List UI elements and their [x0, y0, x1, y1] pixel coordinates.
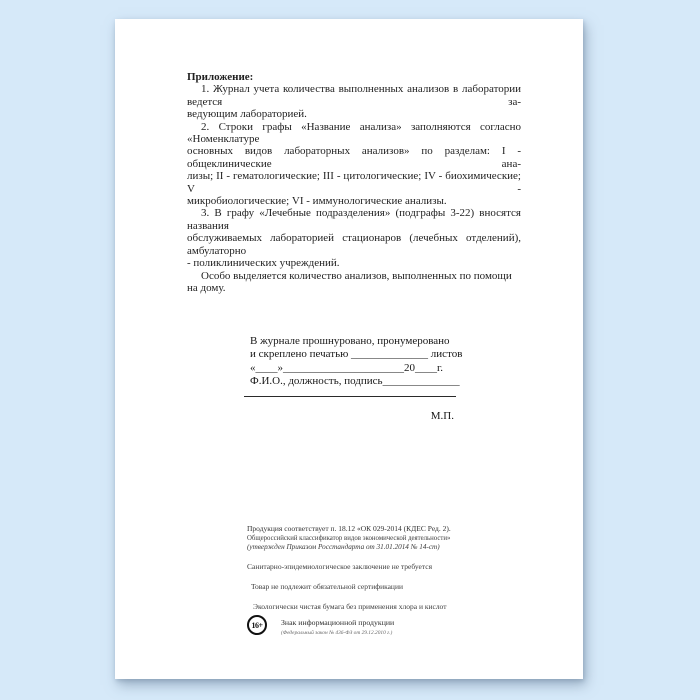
appendix-text-block — [187, 71, 521, 294]
journal-seal-block — [250, 335, 463, 423]
appendix-line: Особо выделяется количество анализов, выполненных по помощи на дому. — [187, 269, 512, 294]
signature-line — [244, 396, 456, 397]
appendix-line: микробиологические; VI - иммунологические анализы. — [187, 195, 447, 208]
seal-line-fio: Ф.И.О., должность, подпись______________ — [250, 374, 460, 387]
info-product-label: Знак информационной продукции — [281, 618, 395, 627]
document-page — [115, 19, 583, 679]
compliance-block — [247, 524, 497, 638]
age-rating-badge-icon: 16+ — [247, 615, 267, 635]
appendix-line: ведующим лабораторией. — [187, 108, 307, 121]
compliance-line-italic: (утвержден Приказом Росстандарта от 31.01.2014 № 14-ст) — [247, 543, 440, 551]
seal-line: «____»______________________20____г. — [250, 361, 444, 374]
appendix-heading: Приложение: — [187, 71, 254, 83]
stamp-placeholder: М.П. — [430, 410, 454, 423]
appendix-line: 1. Журнал учета количества выполненных анализов в лаборатории ведется за- — [187, 83, 521, 108]
appendix-line: основных видов лабораторных анализов» по разделам: I - общеклинические ана- — [187, 145, 521, 170]
compliance-line: Экологически чистая бумага без применения хлора и кислот — [253, 602, 447, 611]
seal-line: и скреплено печатью ______________ листов — [250, 348, 463, 361]
compliance-line: Общероссийский классификатор видов экономической деятельности» — [247, 534, 451, 542]
appendix-line: 2. Строки графы «Название анализа» заполняются согласно «Номенклатуре — [187, 120, 521, 146]
compliance-line: Продукция соответствует п. 18.12 «ОК 029-2014 (КДЕС Ред. 2). — [247, 524, 451, 533]
compliance-line: Товар не подлежит обязательной сертификации — [251, 582, 403, 591]
appendix-line: обслуживаемых лабораторией стационаров (лечебных отделений), амбулаторно — [187, 232, 521, 257]
compliance-line: Санитарно-эпидемиологическое заключение не требуется — [247, 562, 433, 571]
seal-line: В журнале прошнуровано, пронумеровано — [250, 335, 450, 347]
law-reference: (Федеральный закон № 436-ФЗ от 29.12.2010 г.) — [281, 629, 393, 636]
appendix-line: 3. В графу «Лечебные подразделения» (подграфы 3-22) вносятся названия — [187, 207, 521, 232]
appendix-line: лизы; II - гематологические; III - цитологические; IV - биохимические; V - — [187, 170, 521, 195]
appendix-line: - поликлинических учреждений. — [187, 257, 340, 270]
info-product-texts — [281, 615, 394, 638]
info-product-row — [247, 615, 497, 638]
